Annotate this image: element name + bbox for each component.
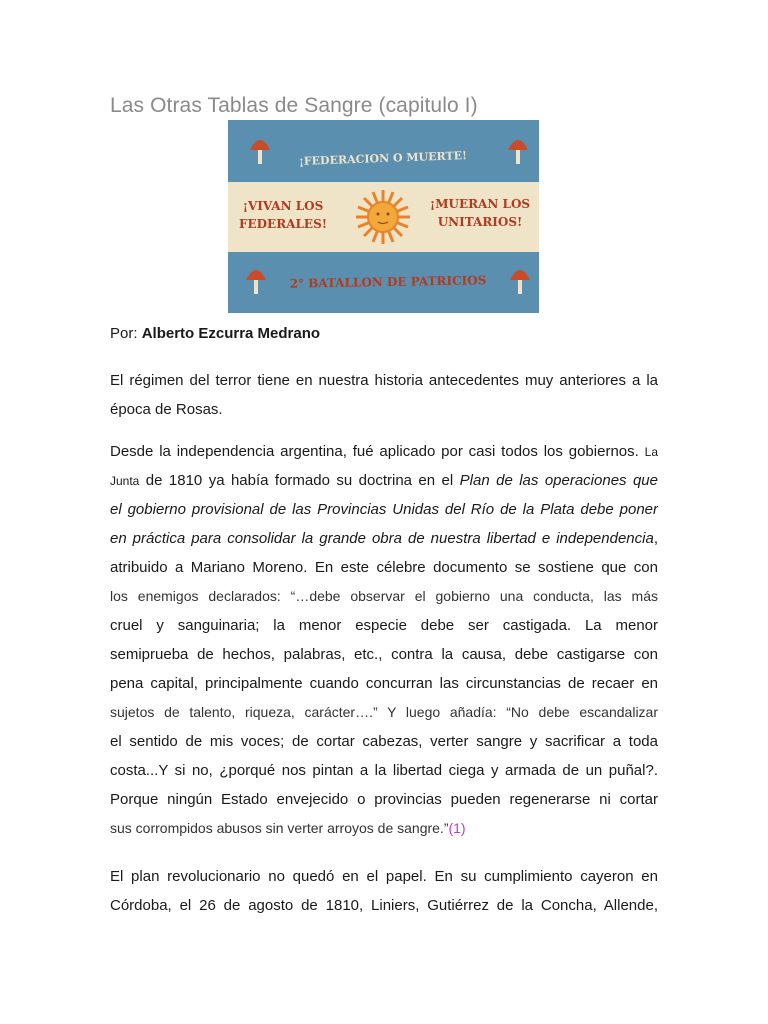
- p2-line-5: atribuido a Mariano Moreno. En este célebre documento se sostiene que con: [110, 559, 658, 576]
- p2-line-4: en práctica para consolidar la grande obra de nuestra libertad e independencia,: [110, 530, 658, 547]
- p2-line-3: el gobierno provisional de las Provincias Unidas del Río de la Plata debe poner: [110, 501, 658, 518]
- author-name: Alberto Ezcurra Medrano: [141, 325, 321, 342]
- byline-prefix: Por:: [110, 325, 142, 342]
- p2-line-2: Junta de 1810 ya había formado su doctrina en el Plan de las operaciones que: [110, 472, 658, 489]
- flag-right-text-2: UNITARIOS!: [437, 215, 523, 229]
- banner-top-text: ¡FEDERACION O MUERTE!: [298, 149, 468, 168]
- p2-line-14: sus corrompidos abusos sin verter arroyos de sangre.”(1): [110, 820, 466, 836]
- document-title: Las Otras Tablas de Sangre (capitulo I): [110, 94, 478, 117]
- sun-of-may-icon: [356, 190, 410, 244]
- paragraph-1: [110, 366, 658, 424]
- flag-left-text-1: ¡VIVAN LOS: [242, 199, 324, 213]
- footnote-link[interactable]: (1): [448, 820, 466, 836]
- flag-right-text-1: ¡MUERAN LOS: [429, 197, 531, 211]
- p1-line-2: época de Rosas.: [110, 401, 223, 418]
- byline: [110, 323, 658, 345]
- paragraph-3: [110, 862, 658, 920]
- p1-line-1: El régimen del terror tiene en nuestra historia antecedentes muy anteriores a la: [110, 372, 658, 389]
- p2-line-13: Porque ningún Estado envejecido o provincias pueden regenerarse ni cortar: [110, 791, 658, 808]
- flag-left-text-2: FEDERALES!: [238, 217, 328, 231]
- p3-line-2: Córdoba, el 26 de agosto de 1810, Liniers, Gutiérrez de la Concha, Allende,: [110, 897, 658, 914]
- p2-line-1: Desde la independencia argentina, fué aplicado por casi todos los gobiernos. La: [110, 443, 658, 460]
- p2-line-11: el sentido de mis voces; de cortar cabezas, verter sangre y sacrificar a toda: [110, 733, 658, 750]
- p2-line-8: semiprueba de hechos, palabras, etc., contra la causa, debe castigarse con: [110, 646, 658, 663]
- federal-flag-image: [228, 120, 539, 313]
- banner-bottom-text: 2° BATALLON DE PATRICIOS: [289, 273, 487, 291]
- p2-line-9: pena capital, principalmente cuando concurran las circunstancias de recaer en: [110, 675, 658, 692]
- p3-line-1: El plan revolucionario no quedó en el papel. En su cumplimiento cayeron en: [110, 868, 658, 885]
- p2-line-7: cruel y sanguinaria; la menor especie debe ser castigada. La menor: [110, 617, 658, 634]
- paragraph-2: [110, 437, 658, 843]
- p2-line-10: sujetos de talento, riqueza, carácter….” Y luego añadía: “No debe escandalizar: [110, 704, 658, 720]
- p2-line-6: los enemigos declarados: “…debe observar el gobierno una conducta, las más: [110, 588, 658, 604]
- p2-line-12: costa...Y si no, ¿porqué nos pintan a la libertad ciega y armada de un puñal?.: [110, 762, 658, 779]
